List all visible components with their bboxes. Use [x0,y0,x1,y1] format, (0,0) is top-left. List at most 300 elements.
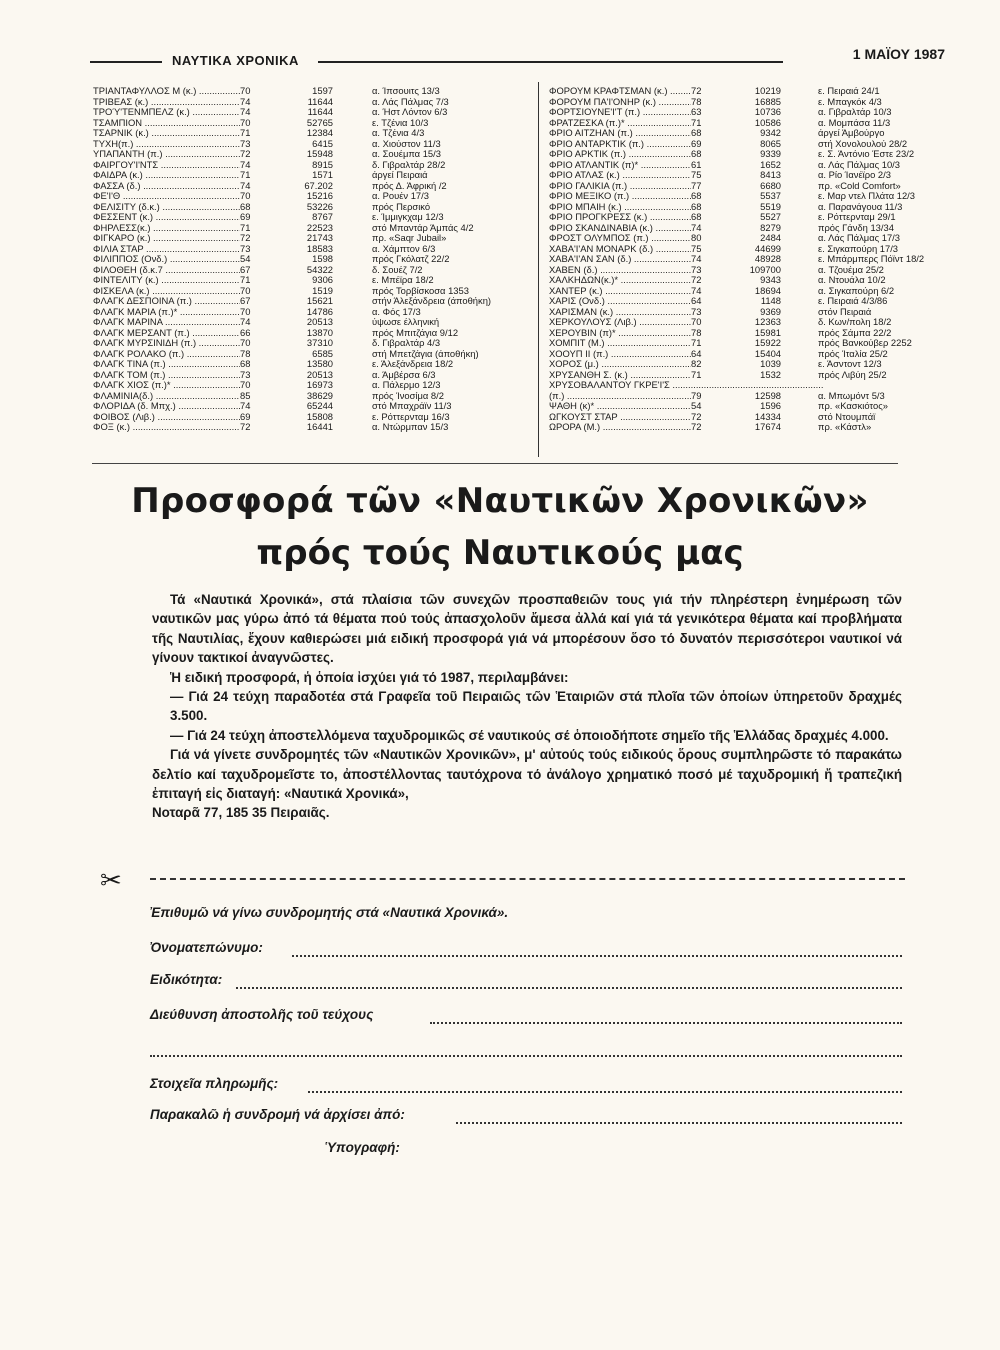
ship-tonnage: 5527 [760,211,781,222]
ship-age: 78 [240,347,251,359]
ship-tonnage: 12384 [306,127,333,138]
ship-tonnage: 20513 [306,316,333,327]
ship-tonnage: 6680 [760,179,781,191]
ship-location: α. Λάς Πάλμας 7/3 [372,96,449,107]
ship-age: 67 [240,295,251,306]
ship-age: 54 [691,400,702,411]
ship-location: πρός Γάνδη 13/34 [818,222,894,233]
ship-age: 74 [240,158,251,170]
ship-name: ΦΟΞ (κ.) ..... [93,422,240,433]
ship-name: ΧΟΟΥΠ ΙΙ (π.) ..... [549,349,691,360]
ship-age: 68 [691,211,702,222]
ship-row [93,118,333,129]
ship-age: 70 [240,190,251,201]
ship-age: 74 [691,221,702,233]
ship-tonnage: 1571 [312,169,333,180]
ship-tonnage: 9339 [760,148,781,159]
column-divider [538,82,539,457]
ship-location: ε. Πειραιά 4/3/86 [818,296,888,306]
ship-tonnage: 8915 [312,158,333,170]
ship-tonnage: 1598 [312,253,333,264]
ship-tonnage: 1597 [312,85,333,96]
ship-row [93,233,333,244]
ship-location: α. Άμβέρσα 6/3 [372,369,436,380]
ship-location: στή Χονολουλού 28/2 [818,138,908,149]
ship-age: 68 [691,190,702,201]
ship-tonnage: 16973 [306,379,333,390]
ship-location: πρός Περσικό [372,201,431,212]
ship-location: δ. Κων/πολη 18/2 [818,317,892,327]
ship-tonnage: 15216 [306,190,333,201]
ship-row [93,391,333,402]
ship-location: ε. Πειραιά 24/1 [818,86,880,96]
ship-age: 72 [240,421,251,432]
ship-tonnage: 9342 [760,127,781,138]
ship-location: α. Σουέμπα 15/3 [372,149,441,159]
ship-age: 78 [691,326,702,338]
ship-row [93,139,333,150]
ship-tonnage: 15981 [754,326,781,338]
ship-tonnage: 18583 [306,242,333,254]
ship-location: α. Παρανάγουα 11/3 [818,201,903,212]
ship-location: πρός Δ. Άφρική /2 [372,180,447,191]
ship-name: ΧΟΡΟΣ (μ.) ..... [549,359,691,370]
ship-tonnage: 12363 [754,316,781,327]
offer-paragraph: — Γιά 24 τεύχη παραδοτέα στά Γραφεῖα τοῦ Πειραιῶς τῶν Ἑταιριῶν στά πλοῖα τῶν ὁποίων ὑπηρετοῦν δραχμές 3.500. [170,689,902,724]
ship-location: δ. Γιβραλτάρ 28/2 [372,159,446,170]
ship-name: (π.) ..... [549,391,691,402]
payment-label: Στοιχεῖα πληρωμῆς: [150,1076,279,1091]
ship-name: ΧΕΡΟΥΒΙΝ (π)* ..... [549,328,691,339]
ship-age: 70 [691,316,702,327]
ship-name: ΦΛΑΓΚ ΜΑΡΙΝΑ ..... [93,317,240,328]
address-field-line2[interactable] [150,1054,902,1057]
ship-tonnage: 16441 [306,421,333,432]
ship-location: ε. Μαρ ντελ Πλάτα 12/3 [818,191,915,201]
ship-tonnage: 13580 [306,358,333,369]
ship-age: 69 [240,410,251,422]
ship-location: στό Ντουμπάϊ [818,411,876,422]
ship-age: 73 [691,263,702,275]
ship-age: 72 [691,421,702,432]
ship-row [93,107,333,118]
ship-name: ΦΛΑΓΚ ΡΟΛΑΚΟ (π.) ..... [93,349,240,360]
header-rule-right [318,61,783,63]
offer-paragraph: Ἡ ειδική προσφορά, ἡ ὁποία ἰσχύει γιά τό 1987, περιλαμβάνει: [170,669,569,685]
ship-name: ΦΛΑΓΚ ΤΟΜ (π.) ..... [93,370,240,381]
ship-name: ΤΥΧΗ(π.) ..... [93,139,240,150]
specialty-field[interactable] [236,986,902,989]
ship-location: α. Ντουάλα 10/2 [818,275,886,285]
section-divider [92,463,898,464]
ship-age: 71 [240,274,251,285]
ship-name: ΦΑΙΡΓΟΥ'Ι'ΝΤΣ ..... [93,160,240,171]
ship-name: ΦΙΓΚΑΡΟ (κ.) ..... [93,233,240,244]
ship-age: 61 [691,158,702,170]
ship-tonnage: 8767 [312,211,333,222]
ship-tonnage: 65244 [306,400,333,411]
ship-tonnage: 8279 [760,221,781,233]
ship-name: ΧΑΝΤΕΡ (κ.) ..... [549,286,691,297]
ship-age: 73 [240,137,251,149]
ship-age: 75 [691,242,702,254]
ship-name: ΦΙΣΚΕΛΑ (κ.) ..... [93,286,240,297]
ship-tonnage: 6415 [312,137,333,149]
ship-location: ε. Ρόττερνταμ 29/1 [818,212,896,222]
ship-ports-right [818,86,938,433]
ship-row [93,97,333,108]
cut-line [150,878,905,880]
ship-age: 70 [240,116,251,128]
offer-title-line1: Προσφορά τῶν «Ναυτικῶν Χρονικῶν» [131,481,869,521]
ship-name: ΦΡΙΟ ΑΝΤΑΡΚΤΙΚ (π.) ..... [549,139,691,150]
header-rule-left [90,61,162,63]
ship-location: ε. Ίμμιγκχαμ 12/3 [372,212,444,222]
ship-age: 71 [240,221,251,233]
ship-location: πρός Σάμπα 22/2 [818,327,892,338]
ship-tonnage: 1039 [760,358,781,369]
ship-tonnage: 15948 [306,148,333,159]
ship-name: ΦΡΙΟ ΑΤΛΑΝΤΙΚ (π)* ..... [549,160,691,171]
ship-name: ΦΡΟΣΤ ΟΛΥΜΠΟΣ (π.) ..... [549,233,691,244]
ship-tonnage: 1148 [760,295,781,306]
ship-row [93,170,333,181]
ship-name: ΩΓΚΟΥΣΤ ΣΤΑΡ ..... [549,412,691,423]
ship-tonnage: 1596 [760,400,781,411]
ship-list-left [93,86,333,433]
ship-age: 79 [691,389,702,401]
ship-age: 73 [240,368,251,380]
ship-tonnage: 109700 [749,263,781,275]
ship-name: ΦΙΝΤΕΛΙΤΥ (κ.) ..... [93,275,240,286]
ship-row [93,370,333,381]
ship-name: ΦΡΙΟ ΣΚΑΝΔΙΝΑΒΙΑ (κ.) ..... [549,223,691,234]
ship-age: 74 [240,179,251,191]
ship-age: 77 [691,179,702,191]
ship-row [93,212,333,223]
ship-name: ΧΑΛΚΗΔΩΝ(κ.)* ..... [549,275,691,286]
ship-tonnage: 21743 [306,232,333,243]
ship-name: ΦΙΛΙΠΠΟΣ (Ονδ.) ..... [93,254,240,265]
ship-tonnage: 38629 [306,389,333,401]
ship-location: πρός Μπιτζάγια 9/12 [372,327,459,338]
ship-name: ΦΡΙΟ ΑΤΛΑΣ (κ.) ..... [549,170,691,181]
ship-tonnage: 22523 [306,221,333,233]
ship-tonnage: 13870 [306,326,333,338]
ship-tonnage: 18694 [754,284,781,296]
ship-name: ΦΙΛΟΘΕΗ (δ.κ.7 ..... [93,265,240,276]
ship-tonnage: 1532 [760,368,781,380]
ship-age: 68 [691,127,702,138]
ship-name: ΦΛΑΓΚ ΜΥΡΣΙΝΙΔΗ (π.) ..... [93,338,240,349]
ship-age: 68 [240,358,251,369]
offer-paragraph: Γιά νά γίνετε συνδρομητές τῶν «Ναυτικῶν Χρονικῶν», μ' αὐτούς τούς ειδικούς ὅρους συμπληρῶστε τό παρακάτω δελτίο καί ταχυδρομεῖστε το, ἀποστέλλοντας ταυτόχρονα τό ἀνάλογο χρηματικό ποσό μέ ταχυδρομική ἤ τραπεζική ἐπιταγή εἰς διαταγή: «Ναυτικά Χρονικά», [152,747,902,802]
form-heading: Ἐπιθυμῶ νά γίνω συνδρομητής στά «Ναυτικά Χρονικά». [150,905,509,920]
ship-tonnage: 37310 [306,337,333,348]
ship-tonnage: 15404 [754,347,781,359]
ship-age: 70 [240,85,251,96]
ship-name: ΤΣΑΡΝΙΚ (κ.) ..... [93,128,240,139]
ship-location: ε. Μπάρμπερς Πόϊντ 18/2 [818,254,925,264]
ship-name: ΦΡΑΤΖΕΣΚΑ (π.)* ..... [549,118,691,129]
ship-age: 70 [240,337,251,348]
ship-age: 72 [240,232,251,243]
ship-age: 72 [691,274,702,285]
ship-row [93,422,333,433]
ship-name: ΧΑΒΑ'Ι'ΑΝ ΣΑΝ (δ.) ..... [549,254,691,265]
ship-location: α. Λάς Πάλμας 10/3 [818,159,900,170]
ship-tonnage: 11644 [307,95,333,107]
ship-row [93,86,333,97]
ship-row [93,244,333,255]
ship-location: α. Χάμπτον 6/3 [372,243,436,254]
ship-age: 74 [240,95,251,107]
start-field[interactable] [456,1121,902,1124]
ship-name: ΤΡΟΎ'ΤΕΝΜΠΕΛΖ (κ.) ..... [93,107,240,118]
ship-tonnage: 10219 [754,85,781,96]
ship-location: ε. Σ. Άντόνιο Έστε 23/2 [818,149,915,159]
ship-tonnage: 12598 [754,389,781,401]
ship-age: 68 [691,148,702,159]
ship-age: 74 [691,253,702,264]
ship-tonnage: 48928 [754,253,781,264]
ship-tonnage: 9306 [312,274,333,285]
ship-name: ΤΣΑΜΠΙΟΝ ..... [93,118,240,129]
ship-row [93,328,333,339]
ship-age: 82 [691,358,702,369]
offer-paragraph: — Γιά 24 τεύχη ἀποστελλόμενα ταχυδρομικῶς σέ ναυτικούς σέ ὁποιοδήποτε σημεῖο τῆς Ἑλλάδας δραχμές 4.000. [170,727,889,743]
ship-row [93,202,333,213]
specialty-label: Ειδικότητα: [150,972,223,987]
ship-name: ΦΟΡΟΥΜ ΠΑ'Ι'ΟΝΗΡ (κ.) ..... [549,97,691,108]
ship-name: ΦΡΙΟ ΑΙΤΖΗΑΝ (π.) ..... [549,128,691,139]
ship-location: α. Γιβραλτάρ 10/3 [818,107,892,117]
ship-name: ΦΟΙΒΟΣ (Λιβ.) ..... [93,412,240,423]
ship-location: α. Τζένια 4/3 [372,128,425,138]
ship-row [93,317,333,328]
ship-name: ΧΑΡΙΣ (Ονδ.) ..... [549,296,691,307]
ship-row [93,181,333,192]
ship-name: ΦΛΑΓΚ ΜΕΡΣΑΝΤ (π.) ..... [93,328,240,339]
ship-name: ΦΟΡΤΣΙΟΥΝΕ'Ι'Τ (π.) ..... [549,107,691,118]
ship-location: πρ. «Κασκιότος» [818,401,888,411]
ship-row [93,191,333,202]
ship-age: 70 [240,305,251,317]
offer-address: Νοταρᾶ 77, 185 35 Πειραιᾶς. [152,805,330,821]
ship-location: α. Μομπάσα 11/3 [818,117,891,128]
ship-name: ΧΑΒΑ'Ι'ΑΝ ΜΟΝΑΡΚ (δ.) ..... [549,244,691,255]
ship-location: α. Ρίο Ίανέϊρο 2/3 [818,170,891,180]
ship-name: ΦΡΙΟ ΠΡΟΓΚΡΕΣΣ (κ.) ..... [549,212,691,223]
ship-tonnage: 8065 [760,137,781,149]
ship-name: ΦΛΑΜΙΝΙΑ(δ.) ..... [93,391,240,402]
ship-tonnage: 2484 [760,232,781,243]
ship-age: 73 [691,305,702,317]
ship-age: 78 [691,95,702,107]
ship-age: 69 [691,137,702,149]
ship-location: α. Ρουέν 17/3 [372,191,429,201]
ship-row [93,359,333,370]
ship-location: ε. Άλεξάνδρεια 18/2 [372,359,454,369]
ship-row [93,412,333,423]
ship-location: ε. Τζένια 10/3 [372,117,429,128]
ship-age: 74 [240,106,251,117]
scissors-icon: ✂ [100,865,122,895]
ship-age: 63 [691,106,702,117]
address-field[interactable] [430,1021,902,1024]
ship-age: 71 [240,169,251,180]
ship-age: 68 [691,200,702,212]
ship-name: ΦΑΙΔΡΑ (κ.) ..... [93,170,240,181]
start-label: Παρακαλῶ ἡ συνδρομή νά ἀρχίσει ἀπό: [150,1107,405,1122]
ship-name: ΤΡΙΒΕΑΣ (κ.) ..... [93,97,240,108]
ship-location: πρός Ίταλία 25/2 [818,348,888,359]
ship-tonnage: 6585 [312,347,333,359]
ship-age: 80 [691,232,702,243]
ship-tonnage: 11644 [307,106,333,117]
ship-row [93,160,333,171]
ship-tonnage: 10586 [754,116,781,128]
ship-age: 75 [691,169,702,180]
ship-location: α. Πάλερμο 12/3 [372,380,441,390]
ship-name: ΦΛΑΓΚ ΔΕΣΠΟΙΝΑ (π.) ..... [93,296,240,307]
ship-location: πρ. «Cold Comfort» [818,180,901,191]
ship-row [93,223,333,234]
ship-name: ΦΟΡΟΥΜ ΚΡΑΦΤΣΜΑΝ (κ.) ..... [549,86,691,97]
ship-tonnage: 54322 [306,263,333,275]
offer-paragraph: Τά «Ναυτικά Χρονικά», στά πλαίσια τῶν συνεχῶν προσπαθειῶν τους γιά τήν πληρέστερη ἐνημέρωση τῶν ναυτικῶν μας γύρω ἀπό τά θέματα πού τούς ἀπασχολοῦν ἄμεσα ἀλλά καί γιά τά γενικότερα θέματα καί προβλήματα τῆς Ναυτιλίας, ἔχουν καθιερώσει μιά ειδική προσφορά γιά νά μπορέσουν ὅσο τό δυνατόν περισσότεροι ναυτικοί νά γίνουν τακτικοί ἀναγνῶστες. [152,592,902,666]
ship-age: 71 [240,127,251,138]
ship-tonnage: 5519 [760,200,781,212]
ship-location: άργεί Άμβούργο [818,128,885,138]
ship-location: ε. Μπαγκόκ 4/3 [818,96,882,107]
ship-name: ΦΑΣΣΑ (δ.) ..... [93,181,240,192]
ship-name: ΦΛΑΓΚ ΤΙΝΑ (π.) ..... [93,359,240,370]
ship-row [93,380,333,391]
ship-tonnage: 10736 [754,106,781,117]
ship-name: ΧΡΥΣΑΝΘΗ Σ. (κ.) ..... [549,370,691,381]
ship-name: ΤΡΙΑΝΤΑΦΥΛΛΟΣ Μ (κ.) ..... [93,86,240,97]
ship-name: ΦΛΑΓΚ ΧΙΟΣ (π.)* ..... [93,380,240,391]
ship-location: α. Σιγκαπούρη 6/2 [818,285,895,296]
payment-field[interactable] [308,1090,902,1093]
ship-row [93,254,333,265]
ship-age: 69 [240,211,251,222]
ship-name: ΦΕ'Ι'Θ ..... [93,191,240,202]
ship-tonnage: 1652 [760,158,781,170]
ship-age: 72 [691,85,702,96]
ship-name: ΦΡΙΟ ΜΕΞΙΚΟ (π.) ..... [549,191,691,202]
ship-age: 72 [691,410,702,422]
ship-tonnage: 16885 [754,95,781,107]
ship-tonnage: 15922 [754,337,781,348]
ship-row [93,338,333,349]
ship-tonnage: 9343 [760,274,781,285]
ship-location: στόν Πειραιά [818,306,872,317]
ship-name: ΦΗΡΛΕΣΣ(κ.) ..... [93,223,240,234]
ship-location: πρός Ίνοσίμα 8/2 [372,390,444,401]
signature-label: Ὑπογραφή: [325,1140,400,1155]
ship-location: α. Τζουέμα 25/2 [818,264,884,275]
ship-location: πρ. «Κάστλ» [818,422,872,432]
ship-location: πρός Λιβύη 25/2 [818,369,887,380]
ship-location: πρός Βανκούβερ 2252 [818,338,912,348]
ship-age: 68 [240,200,251,212]
ship-tonnage: 15808 [306,410,333,422]
ship-age: 71 [691,337,702,348]
publication-title: ΝΑΥΤΙΚΑ ΧΡΟΝΙΚΑ [172,53,299,68]
name-field[interactable] [292,954,902,957]
ship-age: 54 [240,253,251,264]
ship-tonnage: 53226 [306,200,333,212]
ship-tonnage: 15621 [306,295,333,306]
ship-location: πρός Γκόλατζ 22/2 [372,254,450,264]
ship-row [93,286,333,297]
name-label: Ὀνοματεπώνυμο: [150,940,263,955]
ship-location: α. Χιούστον 11/3 [372,138,441,149]
ship-tonnage: 67.202 [304,179,333,191]
ship-tonnage: 17674 [754,421,781,432]
ship-row [93,275,333,286]
ship-tonnage: 14786 [306,305,333,317]
ship-location: δ. Σουέζ 7/2 [372,264,423,275]
ship-age: 71 [691,368,702,380]
ship-name: ΦΡΙΟ ΓΑΛΙΚΙΑ (π.) ..... [549,181,691,192]
ship-location: ε. Μπέϊρα 18/2 [372,275,434,285]
ship-name: ΦΕΛΙΣΙΤΥ (δ.κ.) ..... [93,202,240,213]
ship-age: 71 [691,116,702,128]
ship-row [93,307,333,318]
ship-name: ΧΟΜΠΙΤ (Μ.) ..... [549,338,691,349]
ship-location: στό Μπαχράϊν 11/3 [372,401,452,411]
ship-location: ε. Ρόττερνταμ 16/3 [372,411,450,422]
ship-tonnage: 52765 [306,116,333,128]
ship-age: 85 [240,389,251,401]
ship-location: άργεί Πειραιά [372,170,428,180]
ship-age: 66 [240,326,251,338]
offer-body [152,590,902,823]
ship-ports-left [372,86,522,433]
ship-age: 64 [691,295,702,306]
ship-tonnage: 14334 [754,410,781,422]
ship-location: α. Ήστ Λόντον 6/3 [372,107,448,117]
ship-row [93,401,333,412]
ship-tonnage: 8413 [760,169,781,180]
ship-row [93,296,333,307]
ship-age: 72 [240,148,251,159]
ship-name: ΧΕΡΚΟΥΛΟΥΣ (Λιβ.) ..... [549,317,691,328]
ship-age: 67 [240,263,251,275]
ship-name: ΦΡΙΟ ΜΠΑΙΗ (κ.) ..... [549,202,691,213]
ship-age: 70 [240,284,251,296]
ship-tonnage: 5537 [760,190,781,201]
ship-location: πρ. «Saqr Jubail» [372,233,447,243]
ship-row [93,265,333,276]
ship-location: στό Μπαντάρ Άμπάς 4/2 [372,222,474,233]
ship-location: στή Μπετζάγια (άποθήκη) [372,348,479,359]
ship-age: 74 [691,284,702,296]
ship-name: ΧΡΥΣΟΒΑΛΑΝΤΟΥ ΓΚΡΕ'Ι'Σ ..... [549,380,823,391]
ship-name: ΦΛΟΡΙΔΑ (δ. Μπχ.) ..... [93,401,240,412]
ship-location: α. Μπωμόντ 5/3 [818,390,885,401]
ship-row [93,149,333,160]
ship-tonnage: 1519 [312,284,333,296]
ship-location: στήν Άλεξάνδρεια (άποθήκη) [372,296,492,306]
ship-age: 64 [691,347,702,359]
ship-tonnage: 20513 [306,368,333,380]
ship-name: ΩΡΟΡΑ (Μ.) ..... [549,422,691,433]
ship-location: ε. Άσντοντ 12/3 [818,359,882,369]
